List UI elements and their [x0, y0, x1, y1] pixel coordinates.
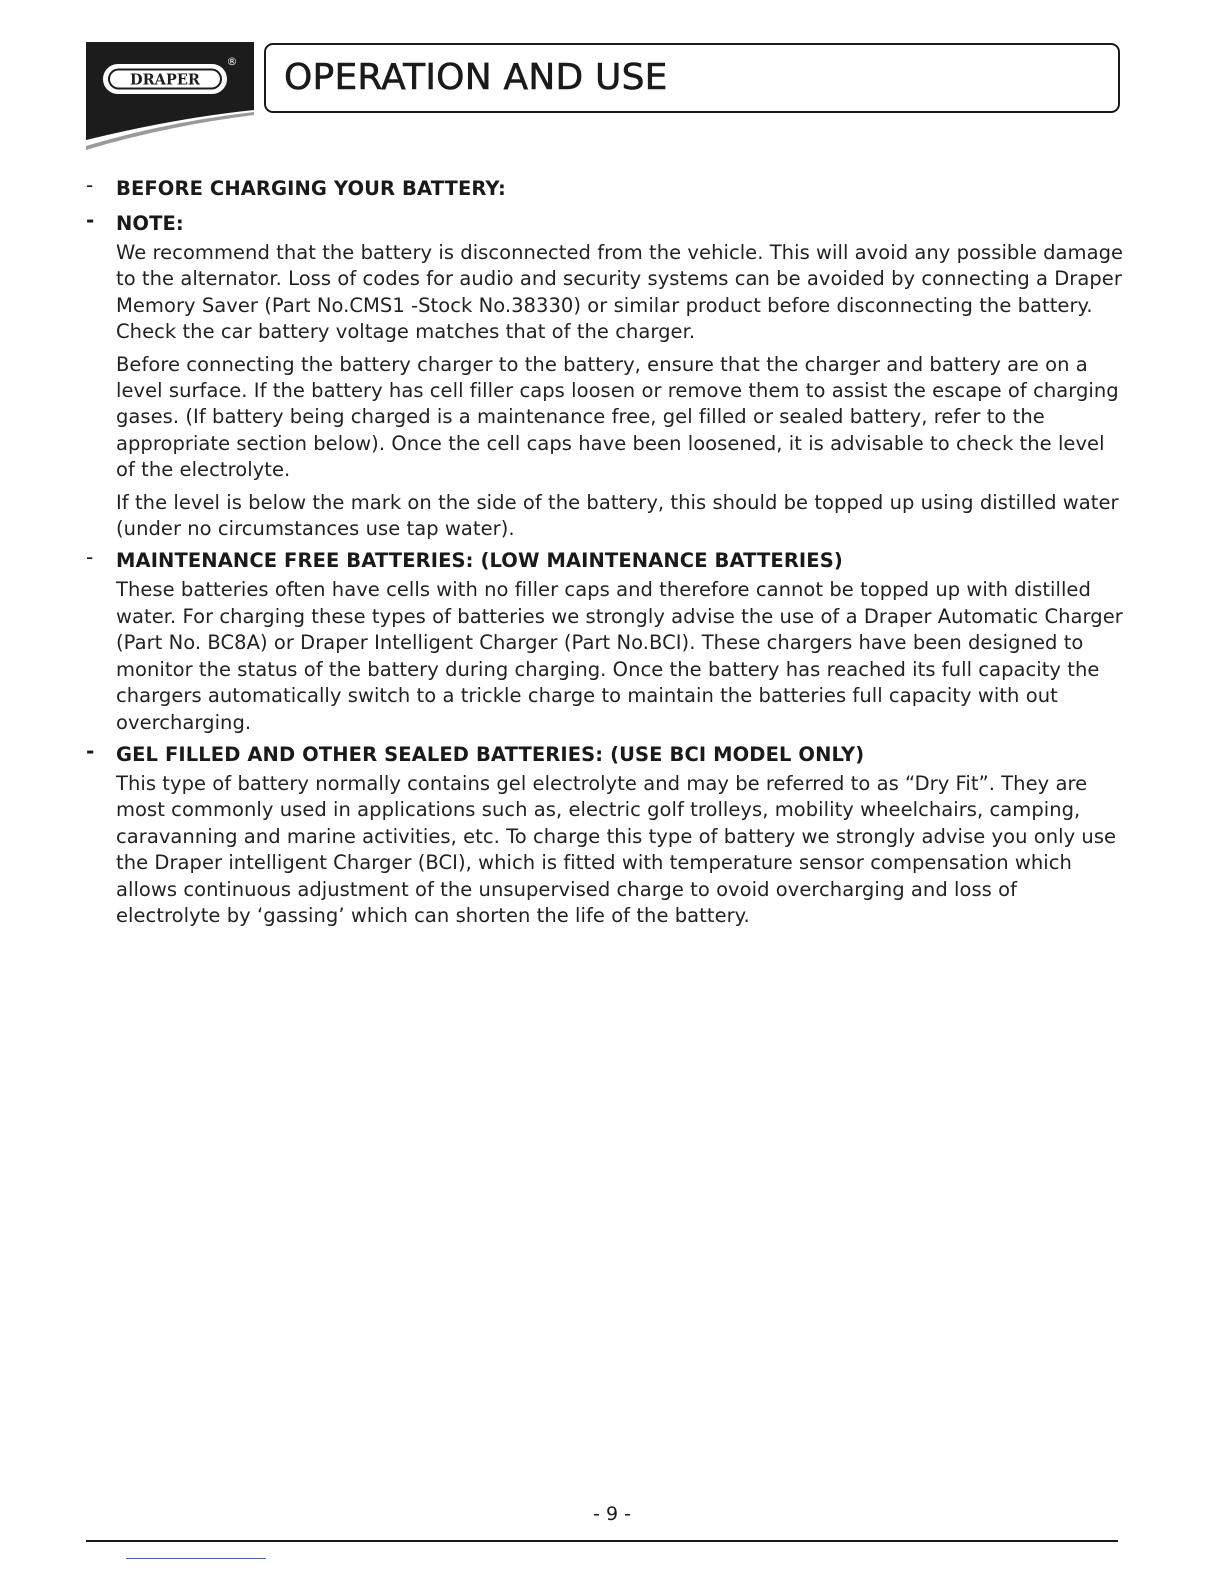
page-number: - 9 -	[593, 1503, 631, 1525]
paragraph: Before connecting the battery charger to the battery, ensure that the charger and battery are on a level surface. If the battery has cell filler caps loosen or remove them to assist the escape of charging gases. (If battery being charged is a maintenance free, gel filled or sealed battery, refer to the appropriate section below). Once the cell caps have been loosened, it is advisable to check the level of the electrolyte.	[116, 352, 1119, 482]
page-title: OPERATION AND USE	[284, 57, 668, 98]
paragraph: If the level is below the mark on the side of the battery, this should be topped up using distilled water (under no circumstances use tap water).	[116, 490, 1119, 541]
paragraph: We recommend that the battery is disconnected from the vehicle. This will avoid any possible damage to the alternator. Loss of codes for audio and security systems can be avoided by connecting a Draper Memory Saver (Part No.CMS1 -Stock No.38330) or similar product before disconnecting the battery. Check the car battery voltage matches that of the charger.	[116, 241, 1124, 344]
section-note	[86, 207, 1126, 542]
brand-logo	[86, 42, 254, 150]
paragraph: These batteries often have cells with no filler caps and therefore cannot be topped up with distilled water. For charging these types of batteries we strongly advise the use of a Draper Automatic Charger (Part No. BC8A) or Draper Intelligent Charger (Part No.BCI). These chargers have been designed to monitor the status of the battery during charging. Once the battery has reached its full capacity the chargers automatically switch to a trickle charge to maintain the batteries full capacity with out overcharging.	[116, 578, 1123, 734]
registered-mark: ®	[226, 55, 238, 68]
footer-divider	[86, 1540, 1118, 1542]
paragraph: This type of battery normally contains gel electrolyte and may be referred to as “Dry Fit”. They are most commonly used in applications such as, electric golf trolleys, mobility wheelchairs, camping, caravanning and marine activities, etc. To charge this type of battery we strongly advise you only use the Draper intelligent Charger (BCI), which is fitted with temperature sensor compensation which allows continuous adjustment of the unsupervised charge to ovoid overcharging and loss of electrolyte by ‘gassing’ which can shorten the life of the battery.	[116, 771, 1117, 927]
section-before-charging	[86, 172, 1126, 205]
bullet-dash: -	[86, 173, 94, 197]
section-heading: MAINTENANCE FREE BATTERIES: (LOW MAINTENANCE BATTERIES)	[116, 549, 843, 573]
title-box	[264, 43, 1120, 113]
draper-logo-icon	[86, 42, 254, 150]
section-heading: NOTE:	[116, 212, 184, 235]
document-body	[86, 172, 1126, 931]
bullet-dash: -	[86, 738, 95, 763]
footer-link-underline	[126, 1558, 266, 1559]
bullet-dash: -	[86, 208, 95, 232]
section-maintenance-free	[86, 544, 1126, 735]
section-heading: GEL FILLED AND OTHER SEALED BATTERIES: (USE BCI MODEL ONLY)	[116, 742, 865, 766]
section-heading: BEFORE CHARGING YOUR BATTERY:	[116, 177, 506, 200]
section-gel-filled	[86, 738, 1126, 929]
brand-name: DRAPER	[130, 71, 200, 89]
bullet-dash: -	[86, 545, 94, 570]
